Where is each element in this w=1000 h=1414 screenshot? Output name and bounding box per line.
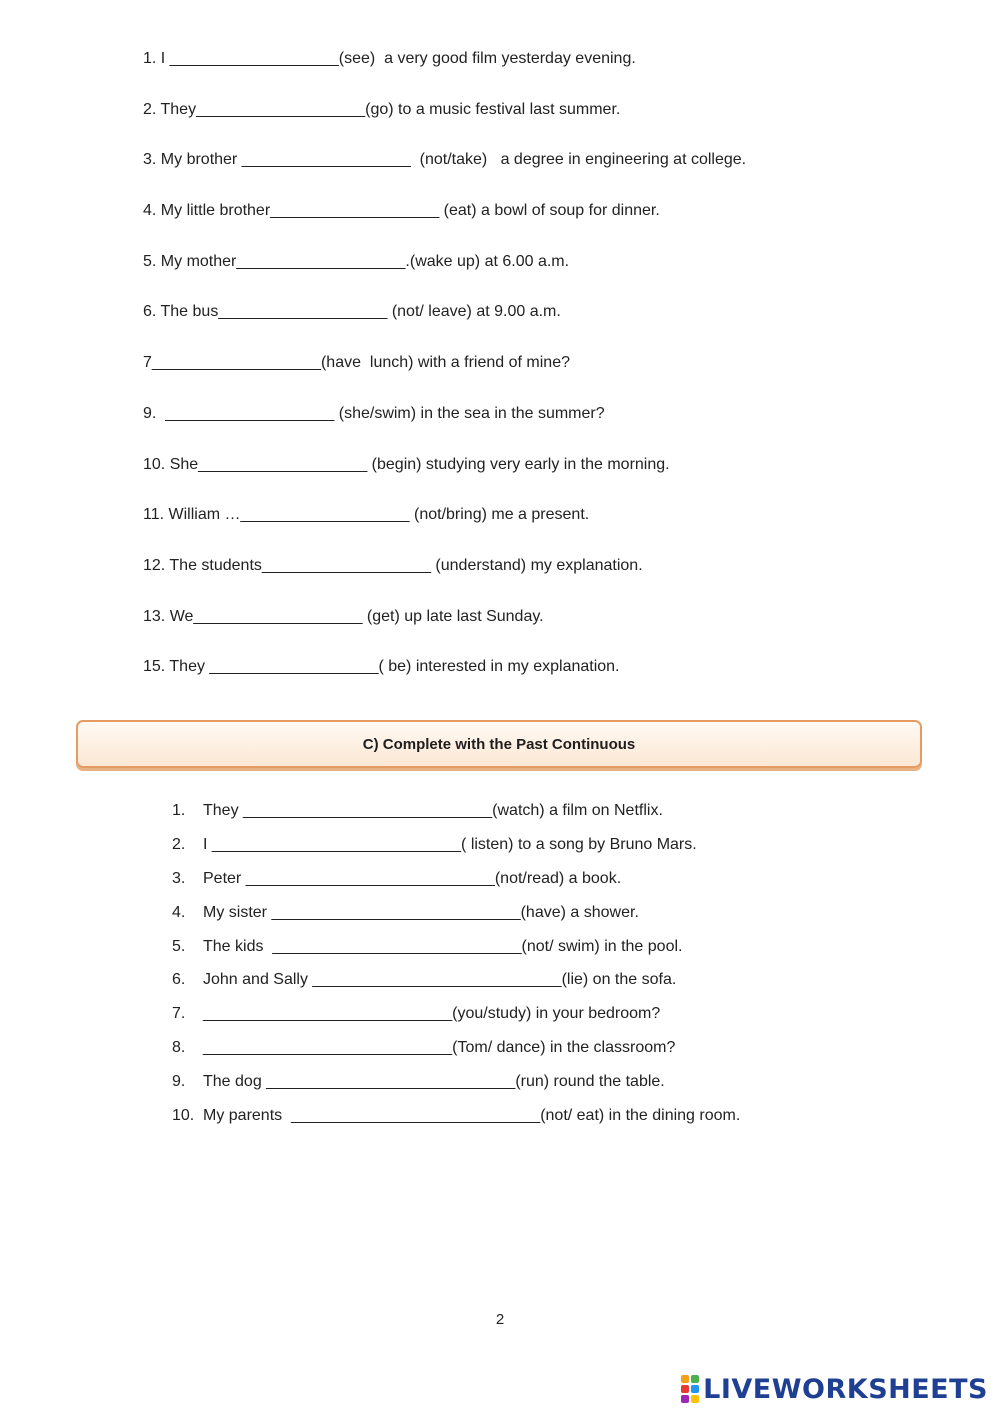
logo-tile xyxy=(691,1375,699,1383)
section-c-title: C) Complete with the Past Continuous xyxy=(362,735,636,753)
exercise-c-item xyxy=(172,936,932,970)
exercise-b-item: 7___________________(have lunch) with a friend of mine? xyxy=(143,354,570,372)
logo-tile xyxy=(681,1375,689,1383)
exercise-b-item: 2. They___________________(go) to a music festival last summer. xyxy=(143,100,621,118)
exercise-c-item xyxy=(172,868,932,902)
exercise-b-item: 6. The bus___________________ (not/ leave) at 9.00 a.m. xyxy=(143,303,561,321)
item-number: 7. xyxy=(172,1005,186,1023)
exercise-b-item: 9. ___________________ (she/swim) in the sea in the summer? xyxy=(143,404,605,422)
item-number: 4. xyxy=(172,903,186,921)
section-c-banner xyxy=(76,720,922,768)
item-text: ____________________________(Tom/ dance) in the classroom? xyxy=(203,1039,676,1057)
exercise-b-item: 1. I ___________________(see) a very good film yesterday evening. xyxy=(143,50,636,67)
liveworksheets-logo[interactable] xyxy=(681,1371,988,1407)
item-text: ____________________________(you/study) in your bedroom? xyxy=(203,1005,661,1023)
item-number: 1. xyxy=(172,802,186,819)
exercise-b-item: 10. She___________________ (begin) studying very early in the morning. xyxy=(143,455,670,473)
exercise-c-item xyxy=(172,902,932,936)
brand-name: LIVEWORKSHEETS xyxy=(703,1373,988,1405)
item-text: Peter ____________________________(not/read) a book. xyxy=(203,869,622,887)
item-text: I ____________________________( listen) to a song by Bruno Mars. xyxy=(203,835,697,853)
exercise-c-item xyxy=(172,1105,932,1139)
exercise-b-item: 15. They ___________________( be) interested in my explanation. xyxy=(143,658,620,676)
exercise-c-list xyxy=(172,800,932,1139)
item-text: My sister ____________________________(have) a shower. xyxy=(203,903,639,921)
item-number: 2. xyxy=(172,835,186,853)
exercise-c-item xyxy=(172,800,932,834)
item-number: 3. xyxy=(172,869,186,887)
logo-tile xyxy=(691,1395,699,1403)
item-number: 8. xyxy=(172,1039,186,1057)
item-text: The dog ____________________________(run) round the table. xyxy=(203,1073,665,1091)
exercise-c-item xyxy=(172,834,932,868)
exercise-b-item: 12. The students___________________ (understand) my explanation. xyxy=(143,556,643,574)
exercise-b-item: 13. We___________________ (get) up late last Sunday. xyxy=(143,607,544,625)
item-text: They ____________________________(watch) a film on Netflix. xyxy=(203,802,663,819)
item-text: The kids ____________________________(not/ swim) in the pool. xyxy=(203,937,683,955)
item-number: 10. xyxy=(172,1107,195,1125)
exercise-b-list xyxy=(143,48,903,707)
exercise-c-item xyxy=(172,1071,932,1105)
page-number: 2 xyxy=(495,1311,505,1328)
exercise-b-item: 11. William …___________________ (not/bring) me a present. xyxy=(143,506,590,524)
item-text: My parents ____________________________(not/ eat) in the dining room. xyxy=(203,1107,741,1125)
logo-tile xyxy=(681,1385,689,1393)
item-number: 5. xyxy=(172,937,186,955)
logo-tile xyxy=(681,1395,689,1403)
logo-tile xyxy=(691,1385,699,1393)
exercise-c-item xyxy=(172,969,932,1003)
exercise-b-item: 4. My little brother___________________ (eat) a bowl of soup for dinner. xyxy=(143,202,660,220)
exercise-b-item: 3. My brother ___________________ (not/take) a degree in engineering at college. xyxy=(143,151,747,169)
item-text: John and Sally ____________________________(lie) on the sofa. xyxy=(203,971,677,989)
item-number: 6. xyxy=(172,971,186,989)
item-number: 9. xyxy=(172,1073,186,1091)
exercise-b-item: 5. My mother___________________.(wake up) at 6.00 a.m. xyxy=(143,252,570,270)
exercise-c-item xyxy=(172,1003,932,1037)
exercise-c-item xyxy=(172,1037,932,1071)
liveworksheets-mark-icon xyxy=(681,1375,699,1403)
